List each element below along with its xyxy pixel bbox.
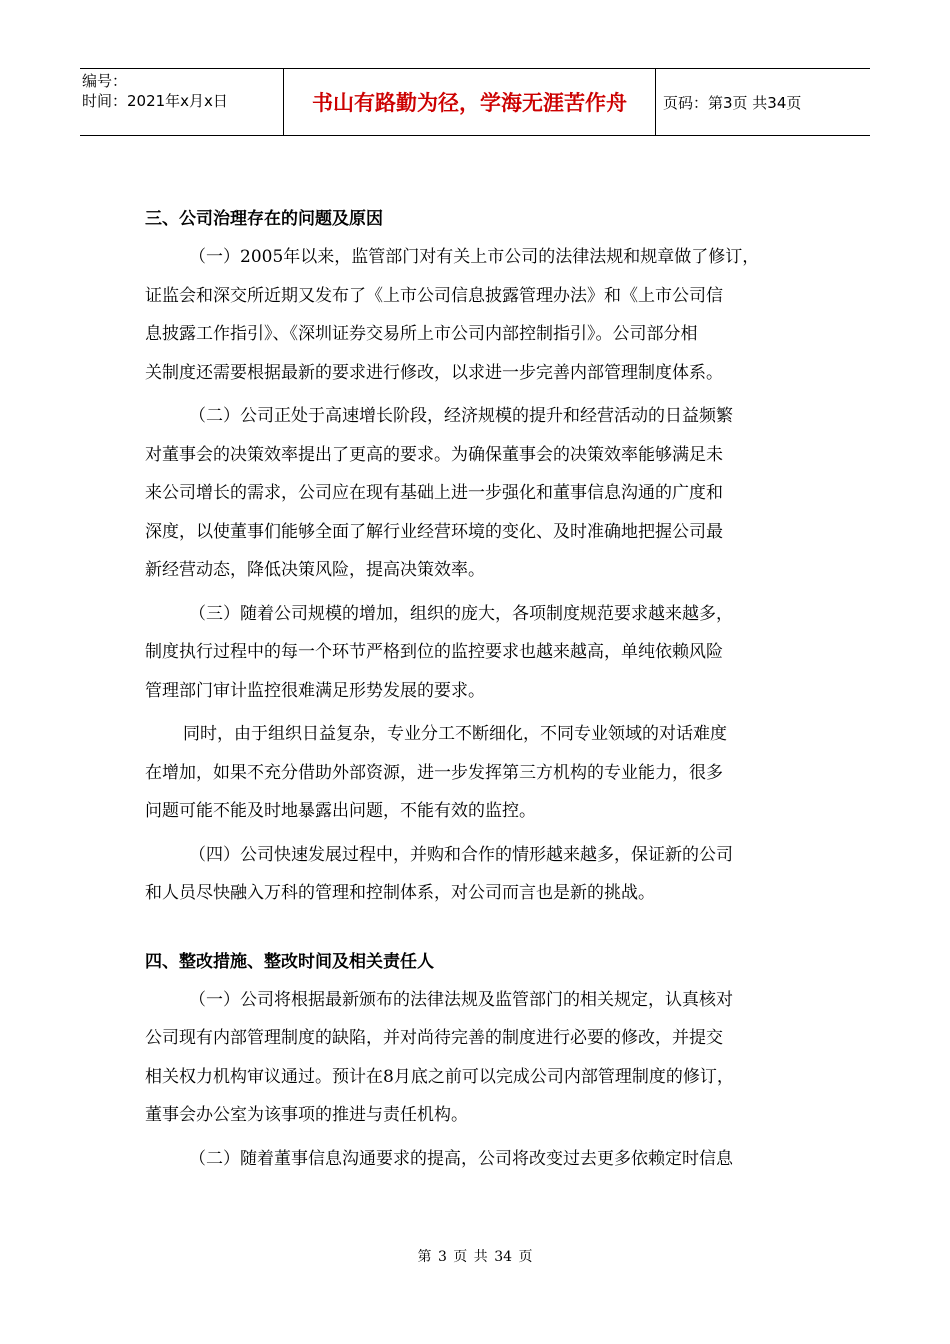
paragraph-line: （二）公司正处于高速增长阶段，经济规模的提升和经营活动的日益频繁	[189, 406, 733, 426]
document-date: 时间：2021年x月x日	[82, 92, 228, 110]
paragraph-line: 对董事会的决策效率提出了更高的要求。为确保董事会的决策效率能够满足未	[145, 444, 723, 465]
section-title: 三、公司治理存在的问题及原因	[145, 209, 383, 229]
paragraph-line: （三）随着公司规模的增加，组织的庞大，各项制度规范要求越来越多，	[189, 603, 733, 624]
paragraph-line: （一）公司将根据最新颁布的法律法规及监管部门的相关规定，认真核对	[189, 989, 733, 1010]
paragraph-line: 问题可能不能及时地暴露出问题，不能有效的监控。	[145, 801, 536, 821]
document-number-label: 编号：	[82, 72, 128, 90]
paragraph-line: （二）随着董事信息沟通要求的提高，公司将改变过去更多依赖定时信息	[189, 1148, 733, 1169]
paragraph	[145, 1140, 815, 1179]
paragraph-line: 公司现有内部管理制度的缺陷，并对尚待完善的制度进行必要的修改，并提交	[145, 1028, 723, 1048]
paragraph-line: 制度执行过程中的每一个环节严格到位的监控要求也越来越高，单纯依赖风险	[145, 642, 723, 662]
paragraph-line: 证监会和深交所近期又发布了《上市公司信息披露管理办法》和《上市公司信	[145, 285, 723, 306]
paragraph-line: 和人员尽快融入万科的管理和控制体系，对公司而言也是新的挑战。	[145, 883, 655, 903]
page-footer	[0, 1246, 950, 1266]
footer-page-number: 第 3 页 共 34 页	[417, 1249, 533, 1265]
paragraph-line: 息披露工作指引》、《深圳证券交易所上市公司内部控制指引》。公司部分相	[145, 324, 698, 344]
header-motto: 书山有路勤为径，学海无涯苦作舟	[312, 91, 627, 115]
paragraph-line: 同时，由于组织日益复杂，专业分工不断细化，不同专业领域的对话难度	[183, 724, 727, 744]
document-body	[145, 200, 815, 1183]
paragraph-line: 深度，以使董事们能够全面了解行业经营环境的变化、及时准确地把握公司最	[145, 521, 723, 542]
section-title: 四、整改措施、整改时间及相关责任人	[145, 951, 434, 972]
paragraph	[145, 715, 815, 831]
paragraph-line: 相关权力机构审议通过。预计在8月底之前可以完成公司内部管理制度的修订，	[145, 1066, 734, 1087]
paragraph	[145, 397, 815, 590]
paragraph	[145, 238, 815, 392]
paragraph-line: 来公司增长的需求，公司应在现有基础上进一步强化和董事信息沟通的广度和	[145, 483, 723, 503]
header-page-info: 页码：第3页 共34页	[663, 93, 802, 112]
header-table	[80, 68, 870, 136]
header-meta-cell	[80, 69, 283, 135]
paragraph-line: （一）2005年以来，监管部门对有关上市公司的法律法规和规章做了修订，	[189, 247, 760, 267]
header-page-cell	[656, 69, 870, 135]
paragraph-line: 新经营动态，降低决策风险，提高决策效率。	[145, 560, 485, 580]
paragraph-line: 董事会办公室为该事项的推进与责任机构。	[145, 1105, 468, 1125]
paragraph-line: 在增加，如果不充分借助外部资源，进一步发挥第三方机构的专业能力，很多	[145, 762, 723, 783]
paragraph	[145, 836, 815, 913]
paragraph-line: 管理部门审计监控很难满足形势发展的要求。	[145, 680, 485, 701]
paragraph-line: （四）公司快速发展过程中，并购和合作的情形越来越多，保证新的公司	[189, 844, 733, 865]
header-motto-cell	[283, 69, 656, 135]
paragraph-line: 关制度还需要根据最新的要求进行修改，以求进一步完善内部管理制度体系。	[145, 362, 723, 383]
paragraph	[145, 981, 815, 1135]
paragraph	[145, 595, 815, 711]
